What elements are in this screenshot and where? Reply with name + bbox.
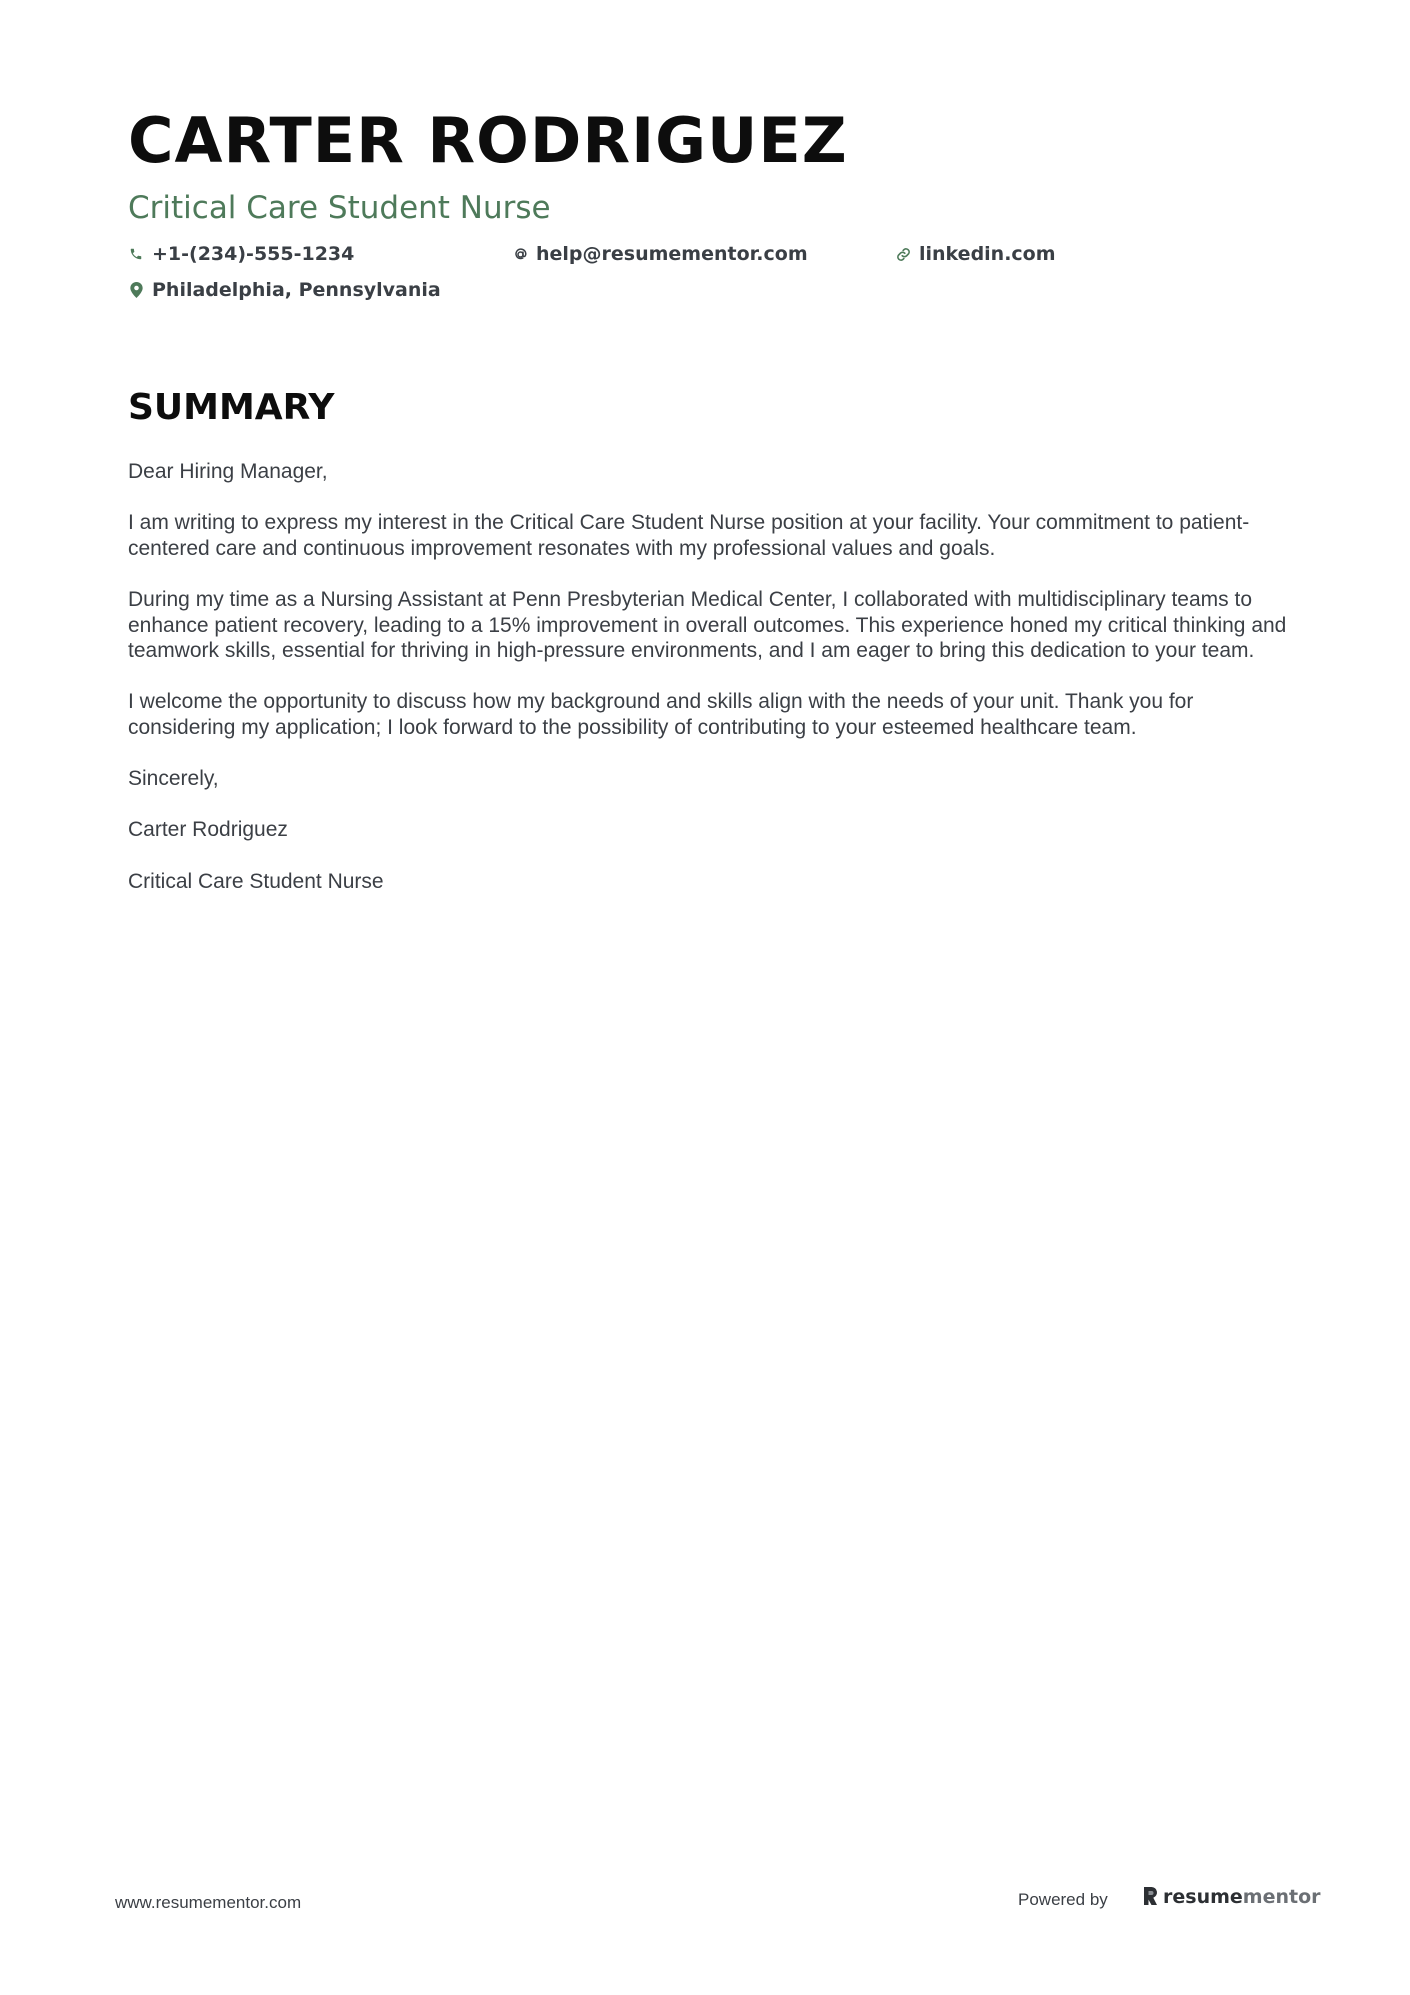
footer-website[interactable]: www.resumementor.com xyxy=(115,1893,302,1912)
letter-closing: Sincerely, xyxy=(128,767,219,791)
phone-text: +1-(234)-555-1234 xyxy=(152,243,355,265)
location-text: Philadelphia, Pennsylvania xyxy=(152,279,441,301)
job-title: Critical Care Student Nurse xyxy=(128,190,551,226)
contact-phone xyxy=(128,241,354,267)
link-icon xyxy=(895,245,911,263)
letter-paragraph: I am writing to express my interest in the Critical Care Student Nurse position at your facility. Your commitment to patient-centered care and continuous improvement resonates with my professional values and goals. xyxy=(128,511,1250,560)
letter-signature-name: Carter Rodriguez xyxy=(128,818,288,842)
resumementor-logo-icon xyxy=(1142,1886,1160,1908)
candidate-name: CARTER RODRIGUEZ xyxy=(128,104,848,177)
summary-heading: SUMMARY xyxy=(128,387,335,428)
brand-text-part2: mentor xyxy=(1242,1886,1321,1908)
powered-by-label: Powered by xyxy=(1018,1890,1108,1909)
letter-paragraph: I welcome the opportunity to discuss how my background and skills align with the needs of your unit. Thank you for considering my application; I look forward to the possibility of contributing to your esteemed healthcare team. xyxy=(128,690,1194,739)
email-text[interactable]: help@resumementor.com xyxy=(536,243,808,265)
brand-logo[interactable] xyxy=(1142,1886,1321,1908)
contact-location xyxy=(128,277,441,303)
letter-salutation: Dear Hiring Manager, xyxy=(128,460,328,483)
phone-icon xyxy=(128,245,144,263)
letter-body xyxy=(128,459,1288,920)
contact-link xyxy=(895,241,1056,267)
at-icon xyxy=(512,245,528,263)
location-pin-icon xyxy=(128,281,144,299)
letter-signature-title: Critical Care Student Nurse xyxy=(128,869,384,893)
brand-text-part1: resume xyxy=(1163,1886,1243,1908)
contact-email xyxy=(512,241,808,267)
letter-paragraph: During my time as a Nursing Assistant at Penn Presbyterian Medical Center, I collaborated with multidisciplinary teams to enhance patient recovery, leading to a 15% improvement in overall outcomes. This experience honed my critical thinking and teamwork skills, essential for thriving in high-pressure environments, and I am eager to bring this dedication to your team. xyxy=(128,587,1287,663)
link-text[interactable]: linkedin.com xyxy=(919,243,1056,265)
